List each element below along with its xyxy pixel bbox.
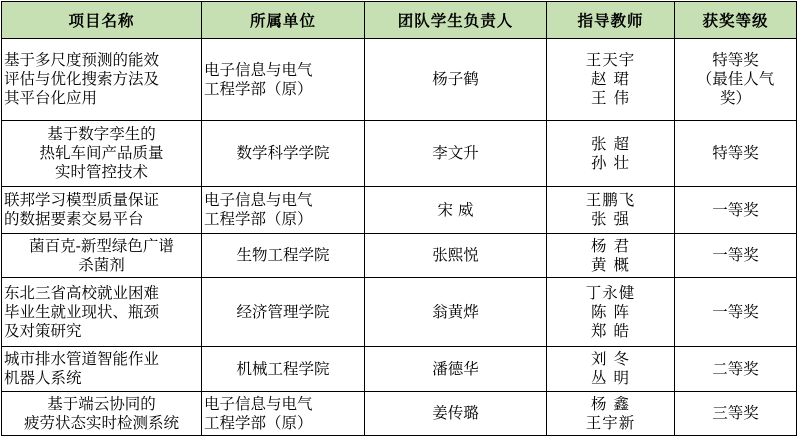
table-row bbox=[2, 187, 797, 234]
header-project-name: 项目名称 bbox=[2, 2, 202, 39]
table-row bbox=[2, 278, 797, 347]
unit-cell: 数学科学学院 bbox=[202, 121, 365, 187]
mentors-cell: 杨 君 黄 概 bbox=[547, 234, 675, 278]
project-name-cell: 基于数字孪生的 热轧车间产品质量 实时管控技术 bbox=[2, 121, 202, 187]
mentors-cell: 张 超 孙 壮 bbox=[547, 121, 675, 187]
header-award-level: 获奖等级 bbox=[675, 2, 797, 39]
award-cell: 特等奖 bbox=[675, 121, 797, 187]
awards-table bbox=[1, 1, 797, 436]
project-name-cell: 东北三省高校就业困难 毕业生就业现状、瓶颈 及对策研究 bbox=[2, 278, 202, 347]
table-row bbox=[2, 234, 797, 278]
project-name-cell: 基于端云协同的 疲劳状态实时检测系统 bbox=[2, 392, 202, 436]
unit-cell: 经济管理学院 bbox=[202, 278, 365, 347]
leader-cell: 杨子鹤 bbox=[365, 39, 547, 121]
header-student-leader: 团队学生负责人 bbox=[365, 2, 547, 39]
header-row bbox=[2, 2, 797, 39]
leader-cell: 宋 威 bbox=[365, 187, 547, 234]
mentors-cell: 刘 冬 丛 明 bbox=[547, 347, 675, 392]
unit-cell: 生物工程学院 bbox=[202, 234, 365, 278]
table-row bbox=[2, 347, 797, 392]
award-cell: 一等奖 bbox=[675, 278, 797, 347]
leader-cell: 姜传璐 bbox=[365, 392, 547, 436]
mentors-cell: 杨 鑫 王宇新 bbox=[547, 392, 675, 436]
unit-cell: 机械工程学院 bbox=[202, 347, 365, 392]
award-cell: 三等奖 bbox=[675, 392, 797, 436]
mentors-cell: 王天宇 赵 珺 王 伟 bbox=[547, 39, 675, 121]
leader-cell: 潘德华 bbox=[365, 347, 547, 392]
leader-cell: 李文升 bbox=[365, 121, 547, 187]
unit-cell: 电子信息与电气 工程学部（原） bbox=[202, 187, 365, 234]
table-row bbox=[2, 39, 797, 121]
header-unit: 所属单位 bbox=[202, 2, 365, 39]
award-cell: 一等奖 bbox=[675, 187, 797, 234]
award-cell: 特等奖 （最佳人气 奖） bbox=[675, 39, 797, 121]
mentors-cell: 王鹏飞 张 强 bbox=[547, 187, 675, 234]
project-name-cell: 基于多尺度预测的能效 评估与优化搜索方法及 其平台化应用 bbox=[2, 39, 202, 121]
unit-cell: 电子信息与电气 工程学部（原） bbox=[202, 392, 365, 436]
project-name-cell: 联邦学习模型质量保证 的数据要素交易平台 bbox=[2, 187, 202, 234]
leader-cell: 张熙悦 bbox=[365, 234, 547, 278]
project-name-cell: 菌百克-新型绿色广谱 杀菌剂 bbox=[2, 234, 202, 278]
mentors-cell: 丁永健 陈 阵 郑 皓 bbox=[547, 278, 675, 347]
award-cell: 二等奖 bbox=[675, 347, 797, 392]
project-name-cell: 城市排水管道智能作业 机器人系统 bbox=[2, 347, 202, 392]
unit-cell: 电子信息与电气 工程学部（原） bbox=[202, 39, 365, 121]
award-cell: 一等奖 bbox=[675, 234, 797, 278]
header-mentors: 指导教师 bbox=[547, 2, 675, 39]
table-row bbox=[2, 121, 797, 187]
leader-cell: 翁黄烨 bbox=[365, 278, 547, 347]
